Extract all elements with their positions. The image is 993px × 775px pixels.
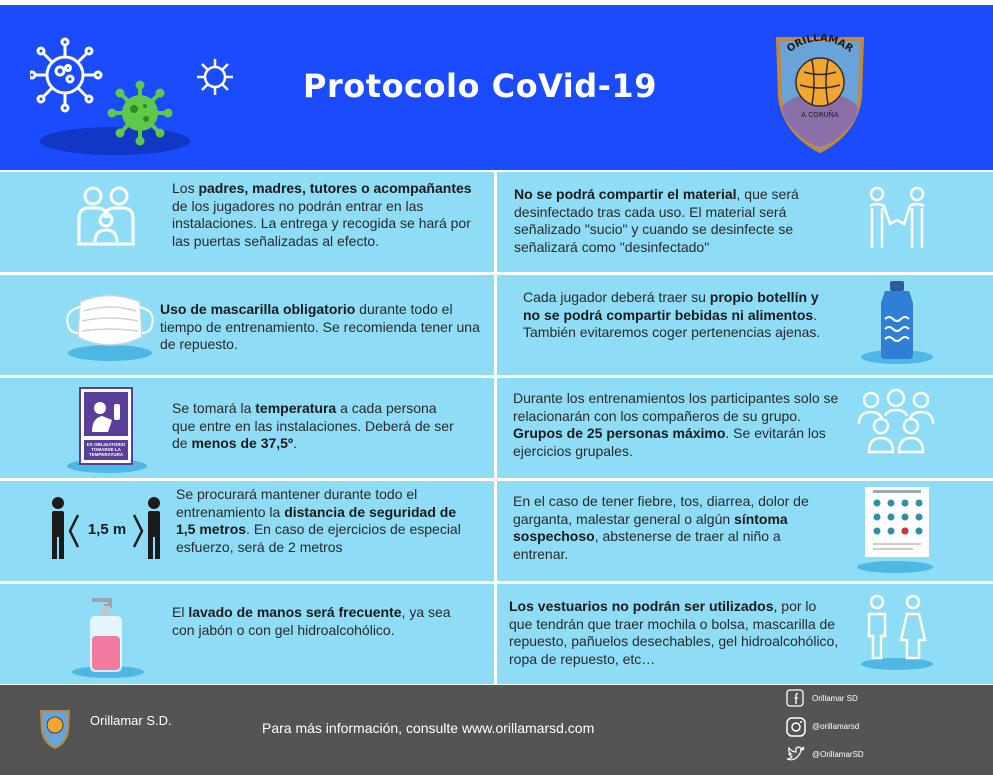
- emphasis-text: distancia de seguridad de 1,5 metros: [176, 503, 457, 537]
- instagram-icon: [786, 717, 806, 737]
- crest-text: ORILLAMAR: [785, 32, 855, 55]
- emphasis-text: Grupos de 25 personas máximo: [513, 425, 726, 441]
- virus-shadow: [40, 127, 190, 155]
- social-facebook[interactable]: [786, 689, 858, 709]
- family-icon: [75, 184, 137, 251]
- social-twitter[interactable]: [786, 745, 864, 765]
- protocol-text: Durante los entrenamientos los participantes solo se relacionarán con los compañeros de su grupo. Grupos de 25 personas máximo. Se evitarán los ejercicios grupales.: [513, 390, 839, 459]
- hand-sanitizer-icon: [66, 592, 146, 685]
- protocol-card: [497, 584, 993, 684]
- facebook-icon: [786, 689, 804, 707]
- emphasis-text: propio botellín y no se podrá compartir bebidas ni alimentos: [523, 289, 819, 323]
- protocol-text: El lavado de manos será frecuente, ya sea con jabón o con gel hidroalcohólico.: [172, 604, 451, 638]
- protocol-row: [0, 378, 993, 478]
- protocol-card: [0, 481, 494, 581]
- emphasis-text: temperatura: [255, 400, 337, 416]
- water-bottle-icon: [855, 279, 935, 372]
- footer: [0, 685, 993, 775]
- virus-illustration: [30, 35, 260, 160]
- group-icon: [857, 388, 935, 461]
- virus-icon: [30, 39, 101, 111]
- distance-label: 1,5 m: [87, 521, 127, 538]
- protocol-card: [0, 378, 494, 478]
- handshake-icon: [862, 186, 932, 259]
- emphasis-text: Uso de mascarilla obligatorio: [160, 301, 356, 317]
- protocol-text: Se tomará la temperatura a cada persona que entre en las instalaciones. Deberá de ser de menos de 37,5º.: [172, 400, 454, 451]
- protocol-text: No se podrá compartir el material, que será desinfectado tras cada uso. El material será señalizado "sucio" y cuando se desinfecte se señalizará como "desinfectado": [514, 186, 799, 255]
- emphasis-text: síntoma sospechoso: [513, 510, 788, 544]
- protocol-card: [497, 481, 993, 581]
- restroom-icon: [857, 592, 937, 677]
- green-virus-icon: [108, 81, 173, 146]
- protocol-card: [0, 172, 494, 272]
- protocol-card: [497, 378, 993, 478]
- protocol-row: [0, 584, 993, 684]
- protocol-text: Los vestuarios no podrán ser utilizados, por lo que tendrán que traer mochila o bolsa, mascarilla de repuesto, pañuelos desechables, gel hidroalcohólico, ropa de repuesto, etc…: [509, 598, 839, 667]
- temperature-sign-icon: [62, 386, 152, 479]
- small-virus-icon: [197, 59, 233, 95]
- social-instagram[interactable]: [786, 717, 860, 739]
- emphasis-text: lavado de manos será frecuente: [188, 604, 402, 620]
- protocol-text: Se procurará mantener durante todo el entrenamiento la distancia de seguridad de 1,5 metros. En caso de ejercicios de especial esfuerzo, será de 2 metros: [176, 486, 461, 555]
- crest-subtext: A CORUÑA: [801, 111, 839, 119]
- protocol-row: [0, 481, 993, 581]
- twitter-icon: [786, 745, 806, 763]
- social-label: Orillamar SD: [812, 694, 858, 703]
- page-title: Protocolo CoVid-19: [303, 67, 657, 105]
- footer-info-link[interactable]: Para más información, consulte www.orillamarsd.com: [262, 720, 595, 736]
- protocol-text: Cada jugador deberá traer su propio botellín y no se podrá compartir bebidas ni alimentos. También evitaremos coger pertenencias ajenas.: [523, 289, 821, 340]
- footer-crest-logo: [38, 707, 72, 754]
- social-label: @OrillamarSD: [812, 750, 864, 759]
- emphasis-text: menos de 37,5º: [191, 435, 294, 451]
- distance-icon: [48, 495, 166, 570]
- protocol-card: [0, 584, 494, 684]
- emphasis-text: Los vestuarios no podrán ser utilizados: [509, 598, 774, 614]
- emphasis-text: No se podrá compartir el material: [514, 186, 737, 202]
- header-banner: [0, 5, 993, 170]
- protocol-card: [0, 275, 494, 375]
- protocol-text: En el caso de tener fiebre, tos, diarrea, dolor de garganta, malestar general o algún síntoma sospechoso, abstenerse de traer al niño a entrenar.: [513, 493, 809, 562]
- protocol-row: [0, 172, 993, 272]
- protocol-text: Los padres, madres, tutores o acompañantes de los jugadores no podrán entrar en las instalaciones. La entrega y recogida se hará por las puertas señalizadas al efecto.: [172, 180, 472, 249]
- symptoms-chart-icon: [853, 485, 937, 580]
- protocol-row: [0, 275, 993, 375]
- protocol-card: [497, 275, 993, 375]
- club-crest-logo: [770, 27, 870, 155]
- protocol-card: [497, 172, 993, 272]
- protocol-text: Uso de mascarilla obligatorio durante todo el tiempo de entrenamiento. Se recomienda tener una de repuesto.: [160, 301, 480, 352]
- sign-caption: ES OBLIGATORIO TOMARSE LA TEMPERATURA: [86, 442, 126, 457]
- mask-icon: [60, 287, 160, 370]
- footer-club-name: Orillamar S.D.: [90, 713, 172, 728]
- social-label: @orillamarsd: [812, 722, 860, 731]
- emphasis-text: padres, madres, tutores o acompañantes: [198, 180, 472, 196]
